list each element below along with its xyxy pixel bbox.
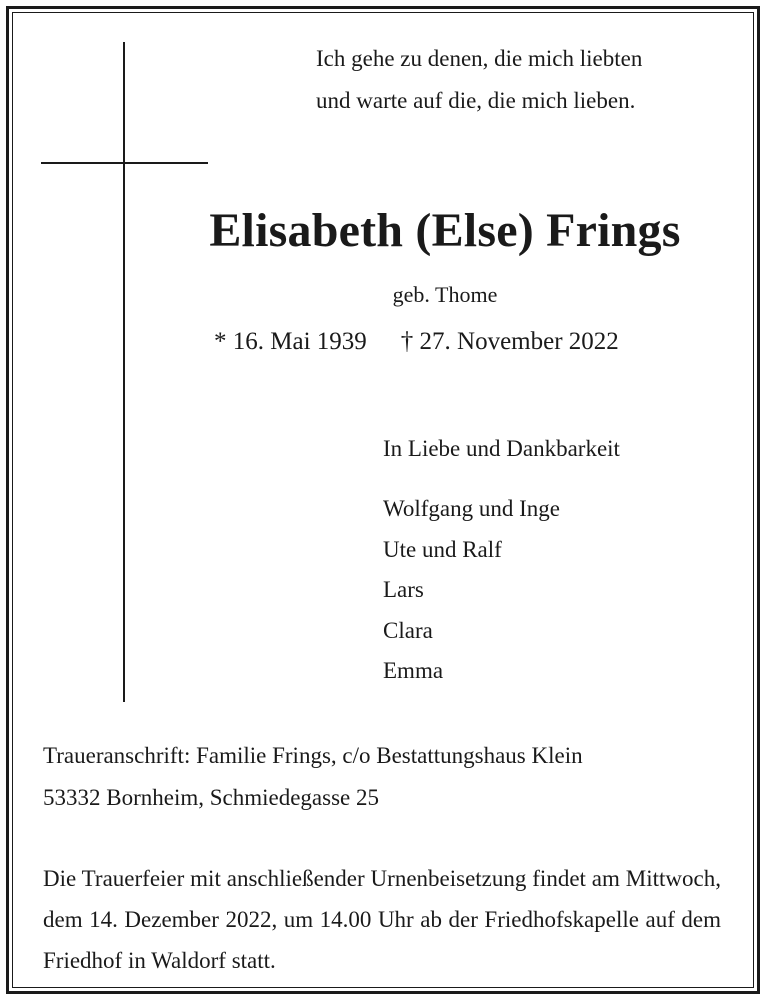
- poem-line-1: Ich gehe zu denen, die mich liebten: [316, 46, 643, 71]
- mourner: Lars: [383, 577, 424, 602]
- birth-date: * 16. Mai 1939: [214, 328, 367, 355]
- poem: [316, 38, 642, 122]
- death-date: † 27. November 2022: [400, 328, 619, 355]
- mourner: Ute und Ralf: [383, 536, 502, 562]
- address-line-2: 53332 Bornheim, Schmiedegasse 25: [43, 785, 380, 810]
- dedication: In Liebe und Dankbarkeit: [383, 436, 620, 461]
- poem-line-2: und warte auf die, die mich lieben.: [316, 88, 636, 113]
- birth-name: geb. Thome: [392, 282, 498, 307]
- mourning-address: [43, 735, 583, 819]
- funeral-service-notice: Die Trauerfeier mit anschließender Urnenbeisetzung findet am Mittwoch, dem 14. Dezember 2022, um 14.00 Uhr ab der Friedhofskapelle auf dem Friedhof in Waldorf statt.: [43, 866, 721, 973]
- mourner: Clara: [383, 617, 433, 643]
- mourner: Emma: [383, 658, 444, 683]
- life-dates: [214, 328, 619, 356]
- cross-icon-vertical-bar: [123, 42, 125, 702]
- mourners-list: [383, 489, 560, 692]
- deceased-name: Elisabeth (Else) Frings: [209, 204, 681, 257]
- cross-icon-horizontal-bar: [41, 162, 208, 164]
- mourner: Wolfgang und Inge: [383, 496, 560, 521]
- address-line-1: Traueranschrift: Familie Frings, c/o Bestattungshaus Klein: [43, 743, 583, 768]
